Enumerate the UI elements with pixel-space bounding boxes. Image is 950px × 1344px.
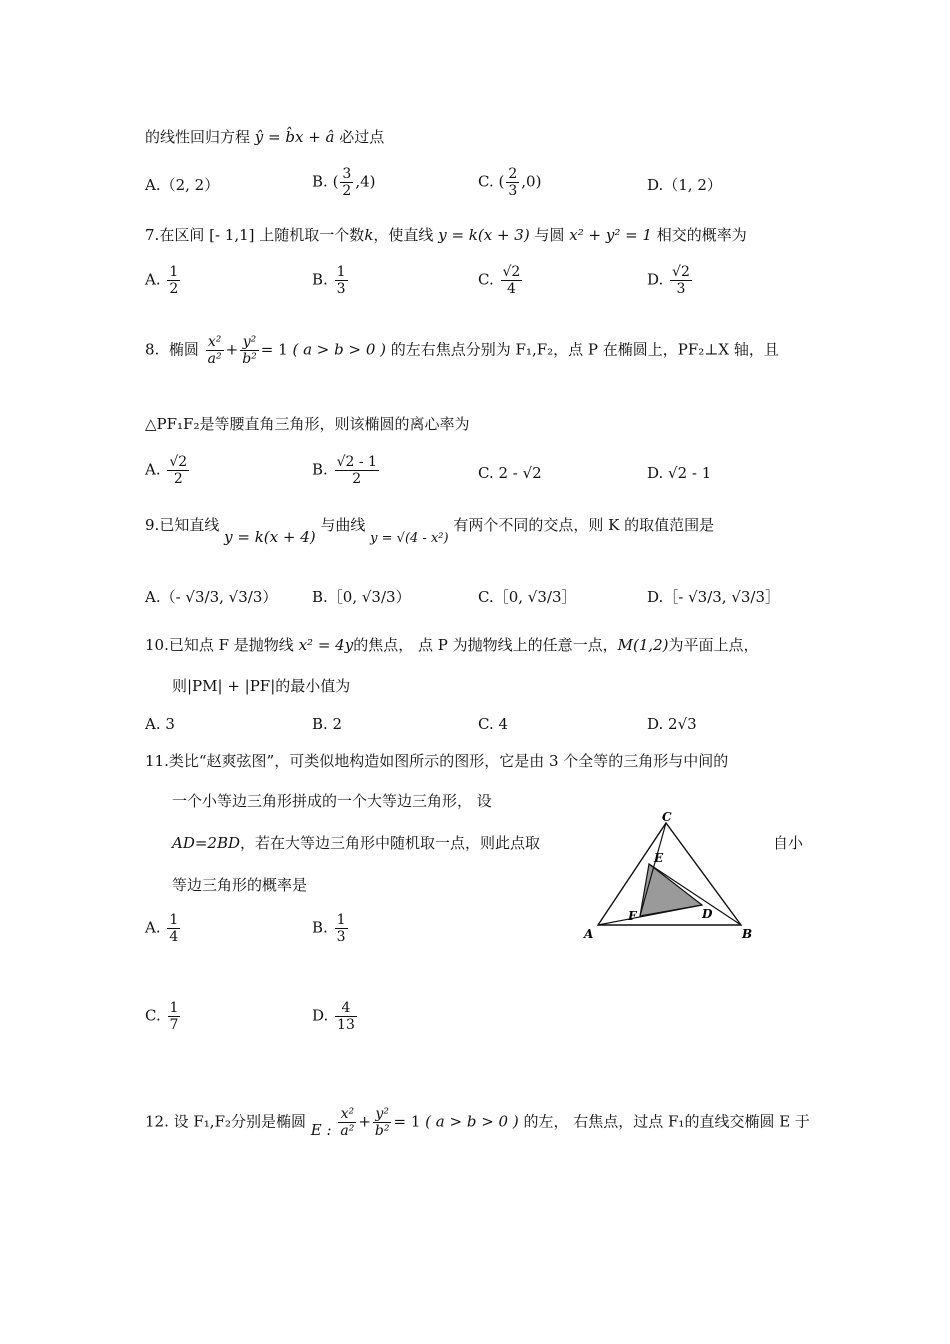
q6-equation: ŷ = b̂x + â [254,128,335,146]
q11-b-label: B. [312,918,328,937]
q11-line-3 [172,832,540,854]
q8-condition: ( a > b > 0 ) [292,340,386,359]
q8-b-frac [335,454,379,487]
q9-option-d: D.［- √3/3, √3/3］ [647,588,781,606]
q9-curve-eq: y = √(4 - x²) [370,531,449,546]
q8-a-frac [167,454,189,487]
q10-text-2: 的焦点， 点 P 为抛物线上的任意一点， [353,636,618,654]
q7-option-d [647,264,694,297]
q10-text-1: 已知点 F 是抛物线 [168,636,294,654]
q8-option-d: D. √2 - 1 [647,464,712,482]
q10-text-3: 为平面上点， [668,636,759,654]
q7-b-den: 3 [336,281,346,297]
q7-c-label: C. [478,270,494,289]
q11-option-c [145,1000,182,1033]
q7-text-3: ，使直线 [373,226,434,244]
q7-a-frac [167,264,180,297]
q9-option-b: B.［0, √3/3） [312,588,411,606]
q8-option-b [312,454,381,487]
q10-stem [145,634,759,656]
q11-option-d [312,1000,359,1033]
q7-text-5: 相交的概率为 [656,226,747,244]
q7-d-num: √2 [672,264,690,280]
q6-tail: 必过点 [339,128,385,146]
q8-text-1: 椭圆 [168,340,199,359]
q7-a-label: A. [145,270,161,289]
label-e: E [654,851,664,865]
q12-ellipse-name: E : [310,1120,332,1139]
q6-c-frac [506,166,519,199]
q6-option-c: C. ( $\frac{2}{3}$ ,0) [478,166,542,199]
q11-option-a [145,912,182,945]
q8-a-label: A. [145,460,161,479]
q6-b-den: 2 [342,183,352,199]
q7-a-num: 1 [169,264,179,280]
q8-y-num: y² [242,334,257,350]
q11-b-den: 3 [336,929,346,945]
q10-point-m: M(1,2) [617,636,669,654]
label-d: D [702,907,713,921]
q12-text-1: 12. 设 F₁,F₂分别是椭圆 [145,1112,307,1131]
q8-b-den: 2 [335,470,379,487]
q8-number: 8. [145,340,160,359]
q10-option-d: D. 2√3 [647,715,697,733]
q12-text-2: 的左， 右焦点，过点 F₁的直线交椭圆 E 于 [523,1112,810,1131]
q8-y-frac [240,334,259,367]
q7-number: 7. [145,226,160,244]
q11-c-num: 1 [169,1000,179,1016]
q9-option-c: C.［0, √3/3］ [478,588,577,606]
q11-line-3-text: ，若在大等边三角形中随机取一点，则此点取 [240,834,541,852]
q9-text-1: 已知直线 [159,516,220,534]
q8-text-2: 的左右焦点分别为 F₁,F₂，点 P 在椭圆上，PF₂⊥X 轴，且 [390,340,779,359]
q8-line-2: △PF₁F₂是等腰直角三角形，则该椭圆的离心率为 [145,415,470,433]
q11-c-den: 7 [169,1017,179,1033]
q9-stem [145,514,715,546]
q12-eq-rest: = 1 [393,1112,421,1131]
q11-a-frac [167,912,180,945]
q9-number: 9. [145,516,160,534]
q7-d-label: D. [647,270,664,289]
q12-y-frac [373,1106,392,1139]
q6-b-frac [340,166,353,199]
q11-ad-eq: AD=2BD [172,834,241,852]
q7-circle-eq: x² + y² = 1 [569,226,652,244]
q6-c-rest: ,0) [521,172,542,191]
q11-b-frac [335,912,348,945]
q8-a-den: 2 [167,470,189,487]
q9-text-3: 有两个不同的交点，则 K 的取值范围是 [453,516,715,534]
label-f: F [628,909,637,923]
q10-option-b: B. 2 [312,715,343,733]
q10-parabola-eq: x² = 4y [298,636,354,654]
q9-line-eq: y = k(x + 4) [224,528,316,546]
q6-c-label: C. [478,172,494,191]
q11-line-4: 等边三角形的概率是 [172,876,308,894]
q12-y-den: b² [374,1123,390,1139]
label-c: C [662,812,672,824]
q11-a-label: A. [145,918,161,937]
zhaoshuang-figure [578,812,756,948]
q6-stem [145,126,384,148]
q6-option-b: B. ( $\frac{3}{2}$ ,4) [312,166,376,199]
q8-x-den: a² [207,351,222,367]
q7-d-den: 3 [670,280,692,297]
q11-option-b [312,912,350,945]
q11-c-label: C. [145,1006,161,1025]
small-triangle [640,864,702,916]
q10-option-c: C. 4 [478,715,509,733]
q7-b-num: 1 [336,264,346,280]
q11-c-frac [168,1000,181,1033]
q6-stem-text: 的线性回归方程 [145,128,251,146]
q12-x-frac [338,1106,356,1139]
q6-b-num: 3 [342,166,352,182]
label-b: B [742,927,753,941]
q7-a-den: 2 [169,281,179,297]
q7-text-2: 上随机取一个数 [259,226,365,244]
q6-b-label: B. [312,172,328,191]
q11-line-1: 11.类比“赵爽弦图”，可类似地构造如图所示的图形，它是由 3 个全等的三角形与中间的 [145,752,729,770]
q7-option-a [145,264,182,297]
q7-text-1: 在区间 [159,226,205,244]
q8-b-num: √2 - 1 [336,454,377,470]
label-a: A [584,927,594,941]
q11-d-den: 13 [337,1017,355,1033]
q8-eq-rest: = 1 [260,340,288,359]
q6-option-d: D.（1, 2） [647,176,722,194]
q7-stem [145,224,747,246]
q12-stem: 12. 设 F₁,F₂分别是椭圆 E : $\frac{\text{x²}}{\text{a²}}$ + $\frac{\text{y²}}{\text{b²}}$ = 1 ( a > b > 0 ) 的左， 右焦点，过点 F₁的直线交椭圆 E 于 [145,1106,810,1139]
q10-option-a: A. 3 [145,715,175,733]
q10-line-2: 则|PM| + |PF|的最小值为 [172,677,351,695]
q11-line-3-tail: 自小 [773,834,804,852]
q11-d-label: D. [312,1006,329,1025]
q7-b-label: B. [312,270,328,289]
q12-x-den: a² [340,1123,355,1139]
q7-d-frac [670,264,692,297]
q6-option-a: A.（2, 2） [145,176,220,194]
q11-a-num: 1 [169,912,179,928]
q9-option-a: A.（- √3/3, √3/3） [145,588,278,606]
q12-condition: ( a > b > 0 ) [425,1112,519,1131]
q8-option-a [145,454,191,487]
q8-y-den: b² [242,351,257,367]
q8-option-c: C. 2 - √2 [478,464,542,482]
q8-x-frac [206,334,224,367]
q10-number: 10. [145,636,169,654]
q7-k: k [364,226,374,244]
q12-x-num: x² [340,1106,355,1122]
q7-option-b [312,264,350,297]
q9-text-2: 与曲线 [320,516,366,534]
q7-option-c [478,264,524,297]
q11-line-2: 一个小等边三角形拼成的一个大等边三角形， 设 [172,792,492,810]
q8-stem: 8. 椭圆 $\frac{\text{x²}}{\text{a²}}$ + $\frac{\text{y²}}{\text{b²}}$ = 1 ( a > b > 0 ) 的左右焦点分别为 F₁,F₂，点 P 在椭圆上，PF₂⊥X 轴，且 [145,334,779,367]
q8-b-label: B. [312,460,328,479]
q7-text-4: 与圆 [534,226,565,244]
q11-d-frac [335,1000,357,1033]
q7-c-num: √2 [502,264,521,280]
q7-line-eq: y = k(x + 3) [438,226,530,244]
q7-interval: [- 1,1] [209,226,255,244]
q8-x-num: x² [207,334,222,350]
q7-b-frac [335,264,348,297]
q6-c-num: 2 [508,166,518,182]
q11-d-num: 4 [341,1000,351,1016]
q7-c-den: 4 [501,280,523,297]
q6-c-den: 3 [508,183,518,199]
q6-b-rest: ,4) [355,172,376,191]
q11-a-den: 4 [169,929,179,945]
q8-a-num: √2 [169,454,188,470]
q12-y-num: y² [375,1106,389,1122]
q7-c-frac [501,264,523,297]
q11-b-num: 1 [336,912,346,928]
